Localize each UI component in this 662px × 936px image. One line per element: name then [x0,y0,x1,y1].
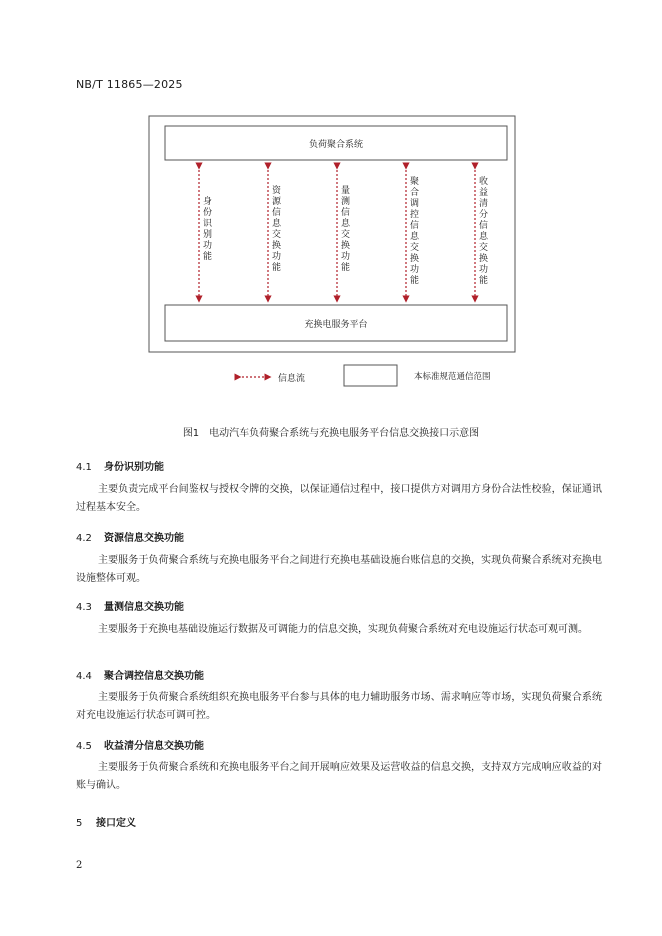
arrow-label-resource: 资源信息交换功能 [271,186,281,273]
legend-scope: 本标准规范通信范围 [414,372,491,382]
interface-diagram [0,0,662,420]
section-paragraph-4-3: 主要服务于充换电基础设施运行数据及可调能力的信息交换，实现负荷聚合系统对充电设施运行状态可观可测。 [98,624,588,635]
standard-number: NB/T 11865—2025 [76,78,183,91]
arrow-label-measurement: 量测信息交换功能 [340,186,350,273]
section-number: 4.1 [76,462,92,473]
section-number: 4.4 [76,671,92,682]
section-title: 资源信息交换功能 [104,533,184,544]
section-title: 量测信息交换功能 [104,602,184,613]
section-title: 收益清分信息交换功能 [104,741,204,752]
section-number: 5 [76,818,83,829]
section-heading-4-1 [76,458,164,473]
section-number: 4.3 [76,602,92,613]
diagram-svg [0,0,662,420]
section-heading-4-4 [76,667,204,682]
section-title: 聚合调控信息交换功能 [104,671,204,682]
section-title: 身份识别功能 [104,462,164,473]
section-heading-4-2 [76,529,184,544]
section-paragraph-4-1: 主要负责完成平台间鉴权与授权令牌的交换，以保证通信过程中，接口提供方对调用方身份合法性校验，保证通讯过程基本安全。 [76,484,602,513]
section-title: 接口定义 [96,818,136,829]
arrow-label-control: 聚合调控信息交换功能 [409,177,419,286]
figure-caption: 图1 电动汽车负荷聚合系统与充换电服务平台信息交换接口示意图 [182,428,480,439]
top-box-label: 负荷聚合系统 [308,140,363,150]
section-number: 4.2 [76,533,92,544]
arrow-label-settlement: 收益清分信息交换功能 [478,177,488,286]
section-number: 4.5 [76,741,92,752]
section-paragraph-4-4: 主要服务于负荷聚合系统组织充换电服务平台参与具体的电力辅助服务市场、需求响应等市场，实现负荷聚合系统对充电设施运行状态可调可控。 [76,692,602,721]
section-heading-5 [76,814,136,829]
section-paragraph-4-2: 主要服务于负荷聚合系统与充换电服务平台之间进行充换电基础设施台账信息的交换，实现负荷聚合系统对充换电设施整体可观。 [76,555,602,584]
section-heading-4-5 [76,737,204,752]
bottom-box-label: 充换电服务平台 [304,320,368,330]
page-number: 2 [76,860,83,871]
section-heading-4-3 [76,598,184,613]
arrow-label-identity: 身份识别功能 [202,197,212,262]
legend-info-flow: 信息流 [278,374,306,384]
legend-scope-box [344,365,397,386]
section-paragraph-4-5: 主要服务于负荷聚合系统和充换电服务平台之间开展响应效果及运营收益的信息交换，支持双方完成响应收益的对账与确认。 [76,762,602,791]
